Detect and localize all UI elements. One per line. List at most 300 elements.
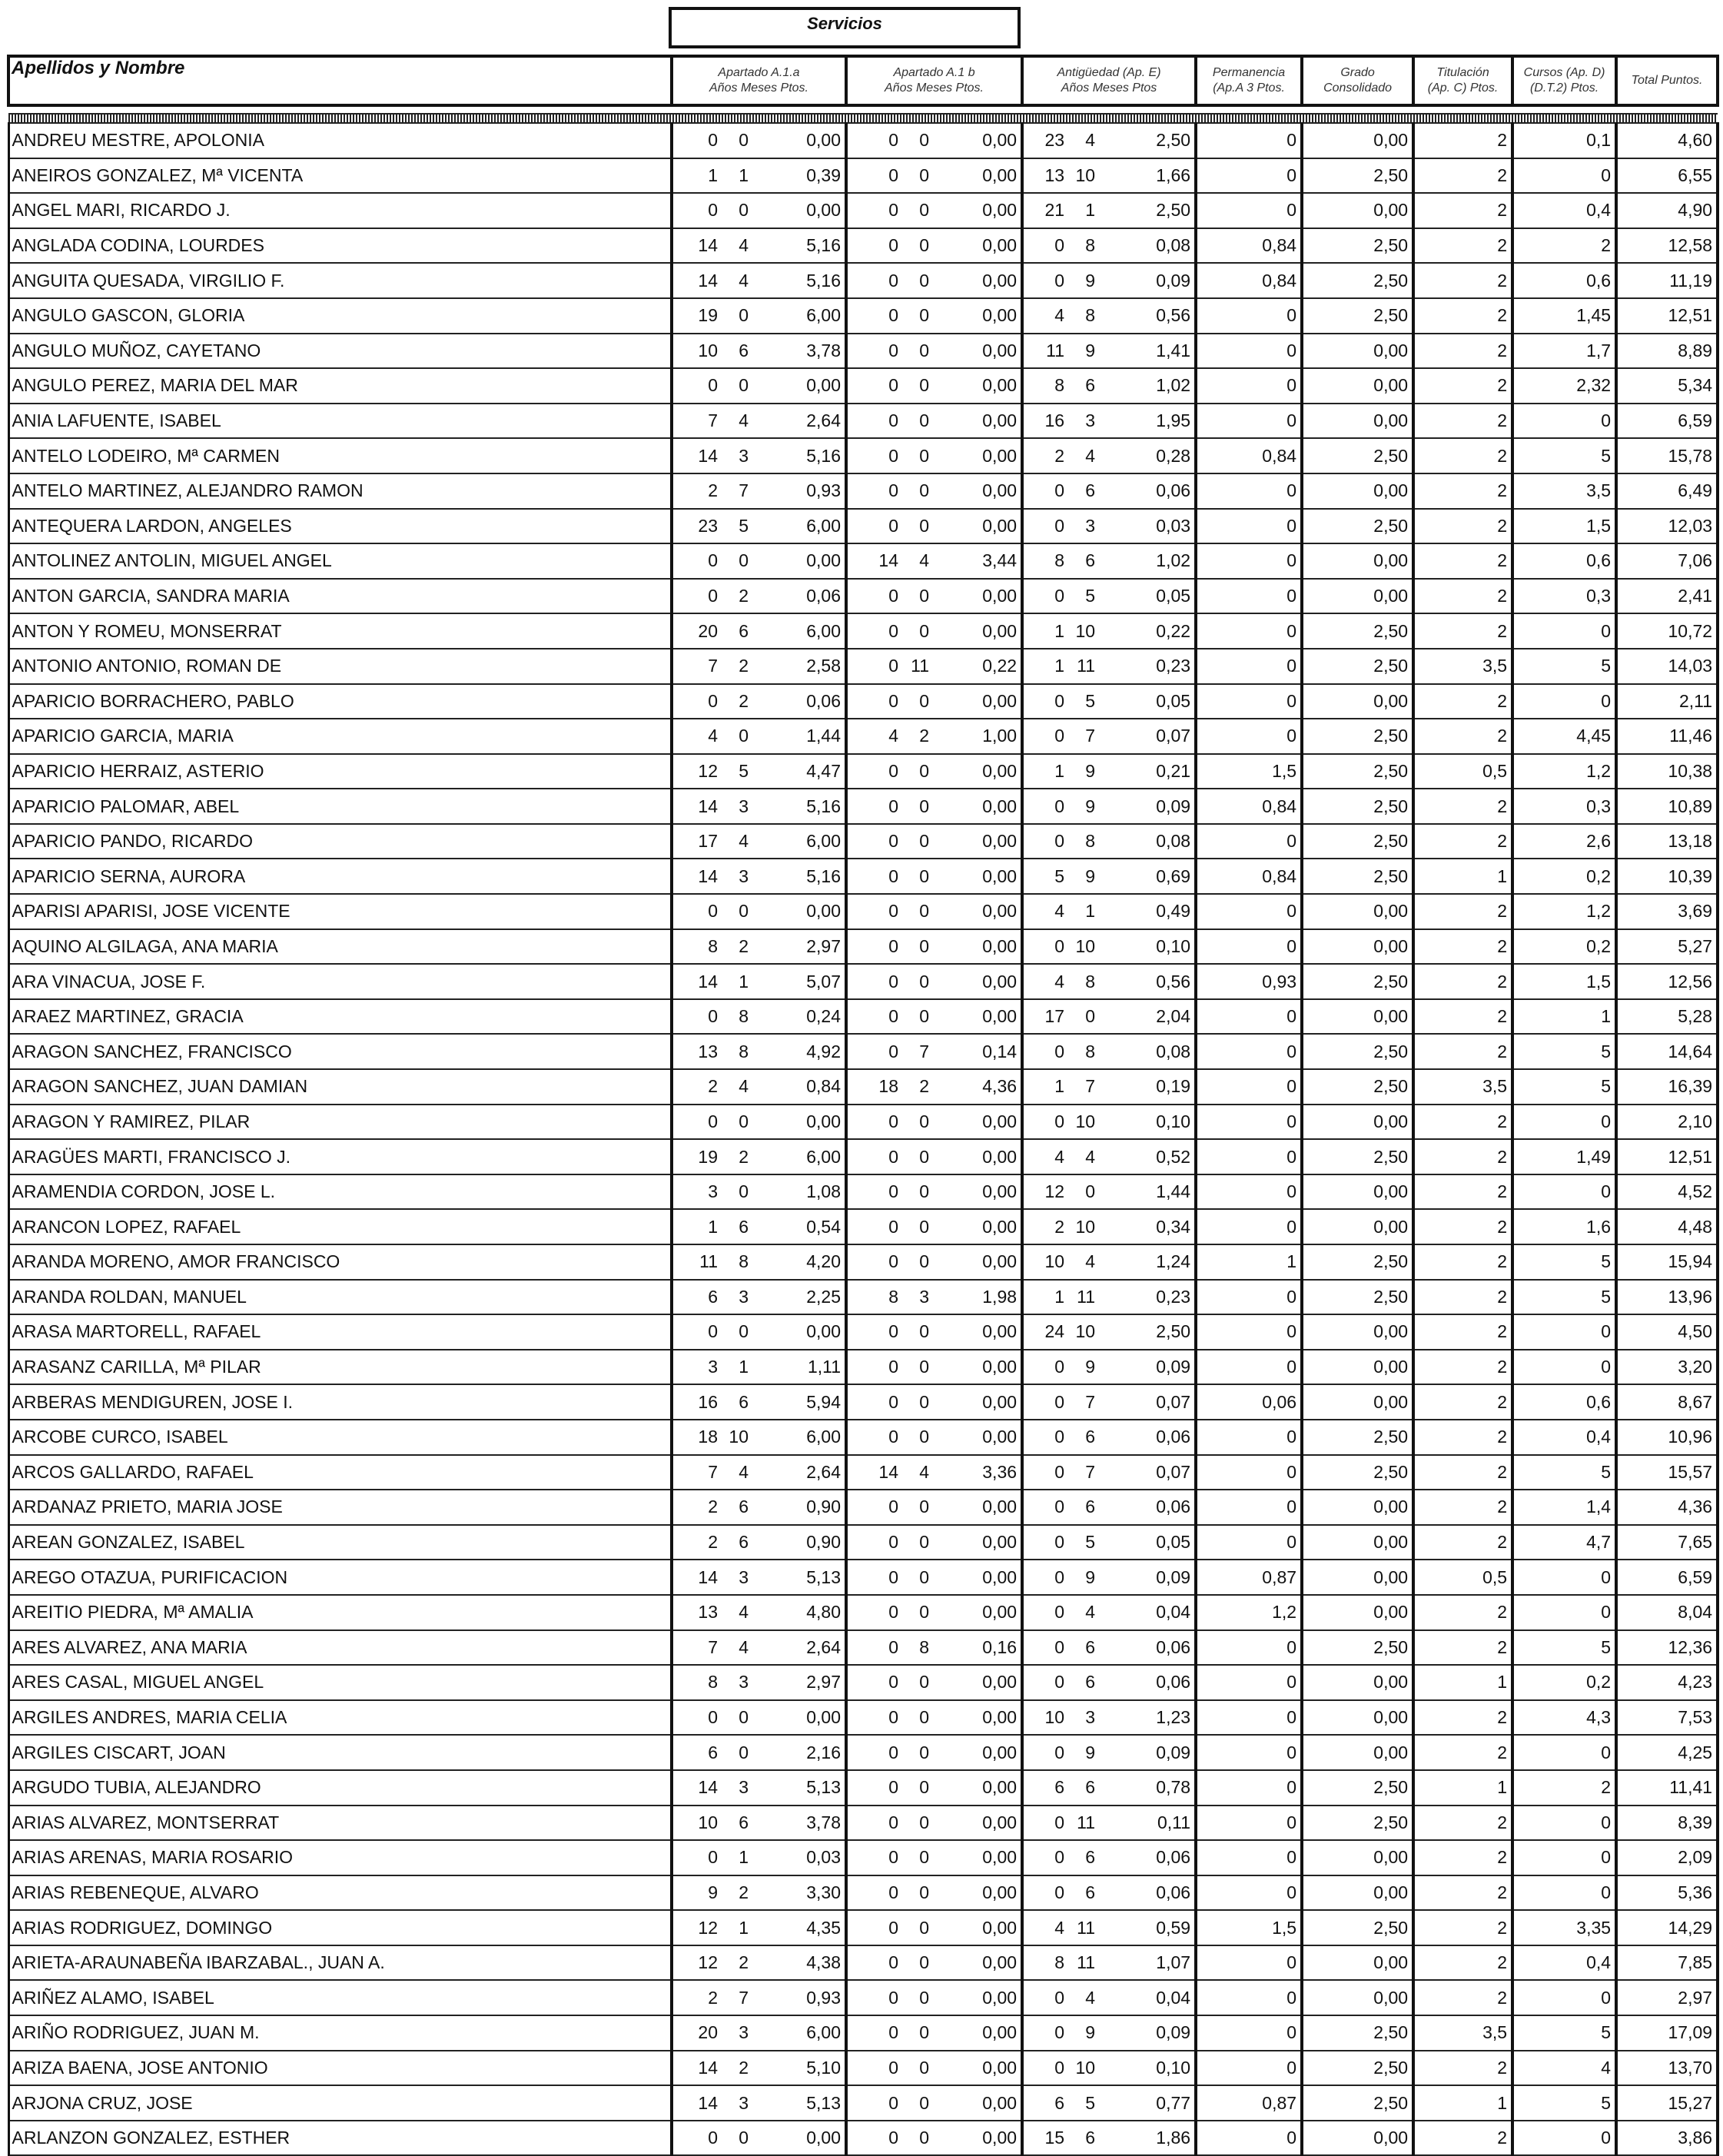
- cell-a1b-points: 0,00: [933, 368, 1022, 404]
- cell-a1b-months: 0: [902, 1700, 933, 1736]
- cell-cursos: 0,1: [1512, 123, 1616, 158]
- cell-a1a-months: 10: [722, 1420, 752, 1455]
- cell-a1b-months: 2: [902, 1069, 933, 1105]
- cell-permanencia: 0,87: [1196, 2085, 1302, 2121]
- cell-titulacion: 2: [1413, 579, 1512, 614]
- cell-name: ARJONA CRUZ, JOSE: [8, 2085, 672, 2121]
- cell-a1b-months: 0: [902, 1806, 933, 1841]
- cell-a1a-months: 3: [722, 859, 752, 894]
- cell-a1a-points: 4,47: [752, 754, 846, 789]
- table-row: [8, 1595, 1718, 1630]
- cell-a1a-years: 6: [672, 1280, 722, 1315]
- cell-a1b-points: 0,00: [933, 1875, 1022, 1911]
- cell-name: ARES CASAL, MIGUEL ANGEL: [8, 1665, 672, 1700]
- cell-total: 3,20: [1616, 1350, 1718, 1385]
- cell-antig-months: 5: [1068, 2085, 1099, 2121]
- cell-permanencia: 0,06: [1196, 1384, 1302, 1420]
- cell-antig-years: 23: [1022, 123, 1068, 158]
- cell-name: APARICIO PALOMAR, ABEL: [8, 789, 672, 824]
- cell-antig-years: 0: [1022, 473, 1068, 509]
- cell-a1b-years: 0: [846, 1630, 902, 1666]
- cell-a1a-months: 4: [722, 228, 752, 264]
- cell-antig-points: 0,09: [1099, 1735, 1196, 1770]
- cell-name: ARAGON SANCHEZ, FRANCISCO: [8, 1034, 672, 1069]
- cell-a1a-months: 3: [722, 1770, 752, 1806]
- cell-a1b-months: 0: [902, 1525, 933, 1560]
- table-row: [8, 1525, 1718, 1560]
- cell-a1a-years: 8: [672, 1665, 722, 1700]
- cell-titulacion: 2: [1413, 1630, 1512, 1666]
- cell-permanencia: 0: [1196, 2015, 1302, 2051]
- cell-a1a-years: 0: [672, 2121, 722, 2156]
- table-row: [8, 929, 1718, 965]
- cell-a1b-years: 0: [846, 298, 902, 334]
- cell-antig-points: 1,41: [1099, 334, 1196, 369]
- cell-grado: 0,00: [1302, 1209, 1413, 1244]
- cell-a1b-months: 0: [902, 859, 933, 894]
- cell-a1a-months: 0: [722, 368, 752, 404]
- cell-antig-points: 0,28: [1099, 438, 1196, 473]
- cell-antig-months: 6: [1068, 1875, 1099, 1911]
- cell-a1a-points: 0,00: [752, 1700, 846, 1736]
- cell-a1b-months: 0: [902, 1595, 933, 1630]
- cell-a1a-points: 5,16: [752, 789, 846, 824]
- cell-antig-years: 0: [1022, 1806, 1068, 1841]
- cell-a1b-points: 0,00: [933, 1806, 1022, 1841]
- cell-total: 6,59: [1616, 404, 1718, 439]
- cell-antig-months: 9: [1068, 263, 1099, 298]
- cell-a1a-years: 0: [672, 1105, 722, 1140]
- cell-grado: 0,00: [1302, 1980, 1413, 2015]
- cell-a1a-months: 4: [722, 824, 752, 859]
- cell-a1b-years: 0: [846, 193, 902, 228]
- cell-a1a-months: 0: [722, 1174, 752, 1210]
- cell-cursos: 0: [1512, 1840, 1616, 1875]
- cell-a1b-points: 0,00: [933, 123, 1022, 158]
- cell-total: 5,27: [1616, 929, 1718, 965]
- cell-antig-years: 0: [1022, 684, 1068, 719]
- cell-total: 6,49: [1616, 473, 1718, 509]
- cell-cursos: 0,3: [1512, 579, 1616, 614]
- cell-total: 5,36: [1616, 1875, 1718, 1911]
- cell-a1a-years: 7: [672, 1455, 722, 1490]
- cell-antig-points: 0,04: [1099, 1980, 1196, 2015]
- cell-antig-points: 0,23: [1099, 1280, 1196, 1315]
- cell-a1a-years: 12: [672, 1945, 722, 1981]
- cell-a1b-months: 0: [902, 1420, 933, 1455]
- cell-a1a-years: 20: [672, 613, 722, 649]
- cell-a1a-points: 6,00: [752, 1420, 846, 1455]
- cell-titulacion: 2: [1413, 1244, 1512, 1280]
- cell-a1b-months: 4: [902, 1455, 933, 1490]
- cell-a1b-months: 0: [902, 473, 933, 509]
- cell-a1a-years: 1: [672, 1209, 722, 1244]
- cell-a1a-years: 19: [672, 298, 722, 334]
- cell-cursos: 0: [1512, 1595, 1616, 1630]
- table-row: [8, 1490, 1718, 1525]
- cell-total: 12,51: [1616, 1139, 1718, 1174]
- cell-a1a-years: 0: [672, 894, 722, 929]
- cell-permanencia: 0: [1196, 2051, 1302, 2086]
- cell-a1b-years: 0: [846, 368, 902, 404]
- cell-antig-points: 2,50: [1099, 1314, 1196, 1350]
- cell-permanencia: 0: [1196, 543, 1302, 579]
- cell-permanencia: 0: [1196, 1034, 1302, 1069]
- cell-cursos: 0: [1512, 1806, 1616, 1841]
- cell-grado: 0,00: [1302, 404, 1413, 439]
- cell-antig-points: 0,23: [1099, 649, 1196, 684]
- table-row: [8, 1945, 1718, 1981]
- table-row: [8, 789, 1718, 824]
- table-row: [8, 509, 1718, 544]
- cell-a1a-months: 8: [722, 1244, 752, 1280]
- cell-antig-months: 5: [1068, 684, 1099, 719]
- cell-grado: 0,00: [1302, 334, 1413, 369]
- cell-a1b-points: 1,98: [933, 1280, 1022, 1315]
- cell-cursos: 0: [1512, 1980, 1616, 2015]
- cell-a1a-months: 3: [722, 1665, 752, 1700]
- cell-a1a-months: 6: [722, 1209, 752, 1244]
- cell-total: 17,09: [1616, 2015, 1718, 2051]
- cell-a1a-points: 1,08: [752, 1174, 846, 1210]
- cell-a1b-months: 0: [902, 298, 933, 334]
- cell-a1a-years: 0: [672, 368, 722, 404]
- cell-antig-points: 0,07: [1099, 1455, 1196, 1490]
- cell-antig-years: 8: [1022, 368, 1068, 404]
- cell-name: ARANCON LOPEZ, RAFAEL: [8, 1209, 672, 1244]
- cell-antig-points: 0,09: [1099, 263, 1196, 298]
- table-row: [8, 859, 1718, 894]
- cell-a1b-months: 0: [902, 368, 933, 404]
- cell-a1b-months: 0: [902, 1560, 933, 1595]
- cell-a1b-months: 4: [902, 543, 933, 579]
- table-row: [8, 368, 1718, 404]
- cell-a1a-points: 2,16: [752, 1735, 846, 1770]
- cell-a1b-years: 0: [846, 1945, 902, 1981]
- cell-cursos: 4,3: [1512, 1700, 1616, 1736]
- cell-total: 7,85: [1616, 1945, 1718, 1981]
- cell-cursos: 1,6: [1512, 1209, 1616, 1244]
- cell-a1a-points: 6,00: [752, 824, 846, 859]
- cell-grado: 2,50: [1302, 2015, 1413, 2051]
- cell-grado: 2,50: [1302, 1139, 1413, 1174]
- cell-antig-years: 6: [1022, 2085, 1068, 2121]
- cell-a1b-months: 0: [902, 1174, 933, 1210]
- cell-a1a-points: 6,00: [752, 613, 846, 649]
- cell-a1a-points: 0,39: [752, 158, 846, 194]
- cell-antig-months: 8: [1068, 1034, 1099, 1069]
- cell-a1b-points: 0,00: [933, 1945, 1022, 1981]
- cell-a1b-points: 0,00: [933, 929, 1022, 965]
- table-row: [8, 1384, 1718, 1420]
- cell-antig-years: 0: [1022, 509, 1068, 544]
- cell-a1b-months: 0: [902, 1350, 933, 1385]
- cell-titulacion: 2: [1413, 1525, 1512, 1560]
- cell-cursos: 0,2: [1512, 929, 1616, 965]
- cell-antig-years: 0: [1022, 1350, 1068, 1385]
- cell-a1a-points: 2,97: [752, 1665, 846, 1700]
- cell-antig-years: 0: [1022, 1840, 1068, 1875]
- cell-cursos: 0: [1512, 1875, 1616, 1911]
- cell-antig-years: 0: [1022, 1420, 1068, 1455]
- cell-a1b-points: 0,00: [933, 754, 1022, 789]
- cell-antig-years: 0: [1022, 929, 1068, 965]
- cell-permanencia: 0,93: [1196, 964, 1302, 999]
- cell-total: 10,72: [1616, 613, 1718, 649]
- cell-total: 4,25: [1616, 1735, 1718, 1770]
- cell-a1a-points: 0,00: [752, 368, 846, 404]
- cell-antig-years: 6: [1022, 1770, 1068, 1806]
- cell-antig-months: 9: [1068, 754, 1099, 789]
- cell-antig-months: 6: [1068, 1770, 1099, 1806]
- cell-name: ANTON Y ROMEU, MONSERRAT: [8, 613, 672, 649]
- table-row: [8, 2051, 1718, 2086]
- cell-a1b-months: 0: [902, 1384, 933, 1420]
- cell-titulacion: 3,5: [1413, 1069, 1512, 1105]
- cell-a1a-months: 2: [722, 2051, 752, 2086]
- cell-total: 12,58: [1616, 228, 1718, 264]
- cell-total: 2,10: [1616, 1105, 1718, 1140]
- cell-a1a-points: 4,20: [752, 1244, 846, 1280]
- cell-total: 3,69: [1616, 894, 1718, 929]
- cell-cursos: 5: [1512, 1630, 1616, 1666]
- cell-a1a-years: 6: [672, 1735, 722, 1770]
- table-row: [8, 613, 1718, 649]
- table-row: [8, 894, 1718, 929]
- cell-a1a-months: 2: [722, 1945, 752, 1981]
- cell-a1b-points: 0,00: [933, 2121, 1022, 2156]
- cell-a1b-months: 0: [902, 999, 933, 1035]
- table-row: [8, 1630, 1718, 1666]
- cell-permanencia: 1,2: [1196, 1595, 1302, 1630]
- cell-antig-months: 6: [1068, 543, 1099, 579]
- cell-titulacion: 2: [1413, 789, 1512, 824]
- cell-titulacion: 2: [1413, 1490, 1512, 1525]
- cell-cursos: 5: [1512, 2015, 1616, 2051]
- cell-a1b-points: 0,00: [933, 473, 1022, 509]
- cell-name: APARISI APARISI, JOSE VICENTE: [8, 894, 672, 929]
- cell-grado: 2,50: [1302, 789, 1413, 824]
- cell-a1a-points: 4,92: [752, 1034, 846, 1069]
- cell-name: ARAGON SANCHEZ, JUAN DAMIAN: [8, 1069, 672, 1105]
- cell-a1a-months: 8: [722, 999, 752, 1035]
- cell-a1b-points: 0,00: [933, 894, 1022, 929]
- points-table: [7, 55, 1719, 2156]
- cell-a1b-months: 0: [902, 929, 933, 965]
- cell-a1b-points: 0,00: [933, 1139, 1022, 1174]
- cell-permanencia: 0,84: [1196, 438, 1302, 473]
- cell-a1a-years: 14: [672, 438, 722, 473]
- cell-grado: 2,50: [1302, 859, 1413, 894]
- cell-name: ANDREU MESTRE, APOLONIA: [8, 123, 672, 158]
- cell-antig-points: 0,08: [1099, 824, 1196, 859]
- cell-name: ARAMENDIA CORDON, JOSE L.: [8, 1174, 672, 1210]
- cell-name: ARLANZON GONZALEZ, ESTHER: [8, 2121, 672, 2156]
- cell-grado: 0,00: [1302, 543, 1413, 579]
- cell-a1a-points: 5,10: [752, 2051, 846, 2086]
- cell-antig-months: 4: [1068, 123, 1099, 158]
- cell-a1b-years: 0: [846, 473, 902, 509]
- table-row: [8, 1700, 1718, 1736]
- cell-a1b-months: 0: [902, 1875, 933, 1911]
- cell-a1a-months: 0: [722, 193, 752, 228]
- cell-total: 12,03: [1616, 509, 1718, 544]
- cell-a1a-points: 4,38: [752, 1945, 846, 1981]
- cell-a1a-years: 3: [672, 1174, 722, 1210]
- cell-total: 11,46: [1616, 719, 1718, 754]
- cell-grado: 2,50: [1302, 613, 1413, 649]
- cell-a1b-points: 3,36: [933, 1455, 1022, 1490]
- cell-a1a-points: 0,00: [752, 123, 846, 158]
- cell-antig-months: 9: [1068, 859, 1099, 894]
- cell-permanencia: 0: [1196, 123, 1302, 158]
- cell-permanencia: 0: [1196, 1980, 1302, 2015]
- cell-a1a-points: 3,78: [752, 334, 846, 369]
- table-row: [8, 1910, 1718, 1945]
- cell-total: 4,48: [1616, 1209, 1718, 1244]
- cell-a1a-years: 19: [672, 1139, 722, 1174]
- cell-permanencia: 0,84: [1196, 228, 1302, 264]
- cell-cursos: 4,7: [1512, 1525, 1616, 1560]
- cell-a1b-points: 0,00: [933, 263, 1022, 298]
- cell-grado: 0,00: [1302, 193, 1413, 228]
- cell-antig-months: 4: [1068, 1595, 1099, 1630]
- cell-antig-months: 1: [1068, 193, 1099, 228]
- table-row: [8, 999, 1718, 1035]
- cell-name: ARIZA BAENA, JOSE ANTONIO: [8, 2051, 672, 2086]
- cell-a1a-months: 1: [722, 158, 752, 194]
- cell-a1a-points: 2,64: [752, 404, 846, 439]
- cell-antig-points: 0,09: [1099, 1350, 1196, 1385]
- cell-a1a-months: 4: [722, 404, 752, 439]
- cell-a1b-points: 0,00: [933, 1665, 1022, 1700]
- cell-permanencia: 0: [1196, 193, 1302, 228]
- cell-a1b-months: 0: [902, 2121, 933, 2156]
- cell-a1b-years: 0: [846, 1034, 902, 1069]
- cell-permanencia: 1: [1196, 1244, 1302, 1280]
- cell-titulacion: 1: [1413, 859, 1512, 894]
- cell-titulacion: 0,5: [1413, 1560, 1512, 1595]
- cell-name: APARICIO GARCIA, MARIA: [8, 719, 672, 754]
- cell-total: 2,41: [1616, 579, 1718, 614]
- cell-a1a-points: 0,06: [752, 579, 846, 614]
- cell-cursos: 0: [1512, 684, 1616, 719]
- cell-a1a-years: 7: [672, 404, 722, 439]
- cell-a1a-points: 2,25: [752, 1280, 846, 1315]
- cell-a1b-years: 14: [846, 543, 902, 579]
- cell-a1a-years: 0: [672, 123, 722, 158]
- cell-name: ARCOBE CURCO, ISABEL: [8, 1420, 672, 1455]
- cell-antig-months: 6: [1068, 1630, 1099, 1666]
- cell-a1a-points: 2,64: [752, 1455, 846, 1490]
- cell-permanencia: 0: [1196, 298, 1302, 334]
- cell-antig-points: 0,10: [1099, 1105, 1196, 1140]
- cell-a1b-years: 0: [846, 404, 902, 439]
- cell-grado: 2,50: [1302, 1455, 1413, 1490]
- cell-grado: 0,00: [1302, 123, 1413, 158]
- cell-cursos: 0: [1512, 158, 1616, 194]
- cell-a1b-months: 0: [902, 894, 933, 929]
- total-column-header: Total Puntos.: [1616, 56, 1718, 105]
- cell-total: 15,27: [1616, 2085, 1718, 2121]
- cell-antig-points: 0,06: [1099, 1630, 1196, 1666]
- cell-grado: 2,50: [1302, 964, 1413, 999]
- cell-permanencia: 0: [1196, 1490, 1302, 1525]
- cell-a1a-years: 18: [672, 1420, 722, 1455]
- cell-a1b-months: 0: [902, 1770, 933, 1806]
- cell-cursos: 0: [1512, 1105, 1616, 1140]
- cell-a1b-points: 0,00: [933, 298, 1022, 334]
- cell-a1a-years: 7: [672, 1630, 722, 1666]
- cell-a1b-months: 0: [902, 613, 933, 649]
- cell-a1a-months: 0: [722, 894, 752, 929]
- table-row: [8, 1560, 1718, 1595]
- cell-antig-years: 1: [1022, 754, 1068, 789]
- cell-a1a-months: 0: [722, 298, 752, 334]
- cell-cursos: 0,4: [1512, 193, 1616, 228]
- cell-a1b-months: 0: [902, 1840, 933, 1875]
- cell-a1b-years: 0: [846, 964, 902, 999]
- cell-antig-points: 0,09: [1099, 789, 1196, 824]
- table-row: [8, 1350, 1718, 1385]
- cell-total: 8,39: [1616, 1806, 1718, 1841]
- cell-antig-points: 0,69: [1099, 859, 1196, 894]
- cell-permanencia: 0: [1196, 404, 1302, 439]
- cell-antig-points: 0,04: [1099, 1595, 1196, 1630]
- cell-titulacion: 2: [1413, 123, 1512, 158]
- cell-a1a-months: 6: [722, 613, 752, 649]
- table-row: [8, 193, 1718, 228]
- cell-grado: 0,00: [1302, 1560, 1413, 1595]
- cell-a1b-points: 0,00: [933, 2051, 1022, 2086]
- cell-antig-years: 0: [1022, 2051, 1068, 2086]
- cell-a1a-points: 4,80: [752, 1595, 846, 1630]
- cell-a1b-years: 0: [846, 754, 902, 789]
- table-row: [8, 1840, 1718, 1875]
- cell-antig-years: 0: [1022, 2015, 1068, 2051]
- cell-cursos: 0,2: [1512, 859, 1616, 894]
- cell-a1b-months: 0: [902, 1735, 933, 1770]
- cell-total: 16,39: [1616, 1069, 1718, 1105]
- cell-a1b-years: 0: [846, 1770, 902, 1806]
- cell-a1b-years: 0: [846, 1980, 902, 2015]
- cell-name: ARIAS ARENAS, MARIA ROSARIO: [8, 1840, 672, 1875]
- cell-cursos: 1,5: [1512, 964, 1616, 999]
- cell-a1b-years: 0: [846, 579, 902, 614]
- cell-name: ARDANAZ PRIETO, MARIA JOSE: [8, 1490, 672, 1525]
- cell-a1b-years: 0: [846, 859, 902, 894]
- cell-grado: 0,00: [1302, 473, 1413, 509]
- table-row: [8, 1665, 1718, 1700]
- cell-a1b-years: 0: [846, 929, 902, 965]
- cell-antig-months: 6: [1068, 1490, 1099, 1525]
- cell-titulacion: 2: [1413, 193, 1512, 228]
- cell-a1a-months: 3: [722, 1280, 752, 1315]
- cell-a1b-months: 0: [902, 509, 933, 544]
- cell-a1b-years: 0: [846, 1209, 902, 1244]
- cell-cursos: 2,6: [1512, 824, 1616, 859]
- cell-antig-months: 7: [1068, 1455, 1099, 1490]
- cell-name: ARIETA-ARAUNABEÑA IBARZABAL., JUAN A.: [8, 1945, 672, 1981]
- cell-cursos: 5: [1512, 1280, 1616, 1315]
- cell-total: 4,50: [1616, 1314, 1718, 1350]
- cell-antig-points: 0,34: [1099, 1209, 1196, 1244]
- cell-titulacion: 2: [1413, 263, 1512, 298]
- cell-titulacion: 2: [1413, 1455, 1512, 1490]
- cell-a1a-months: 4: [722, 1630, 752, 1666]
- cell-permanencia: 0: [1196, 1665, 1302, 1700]
- cell-a1b-months: 0: [902, 1244, 933, 1280]
